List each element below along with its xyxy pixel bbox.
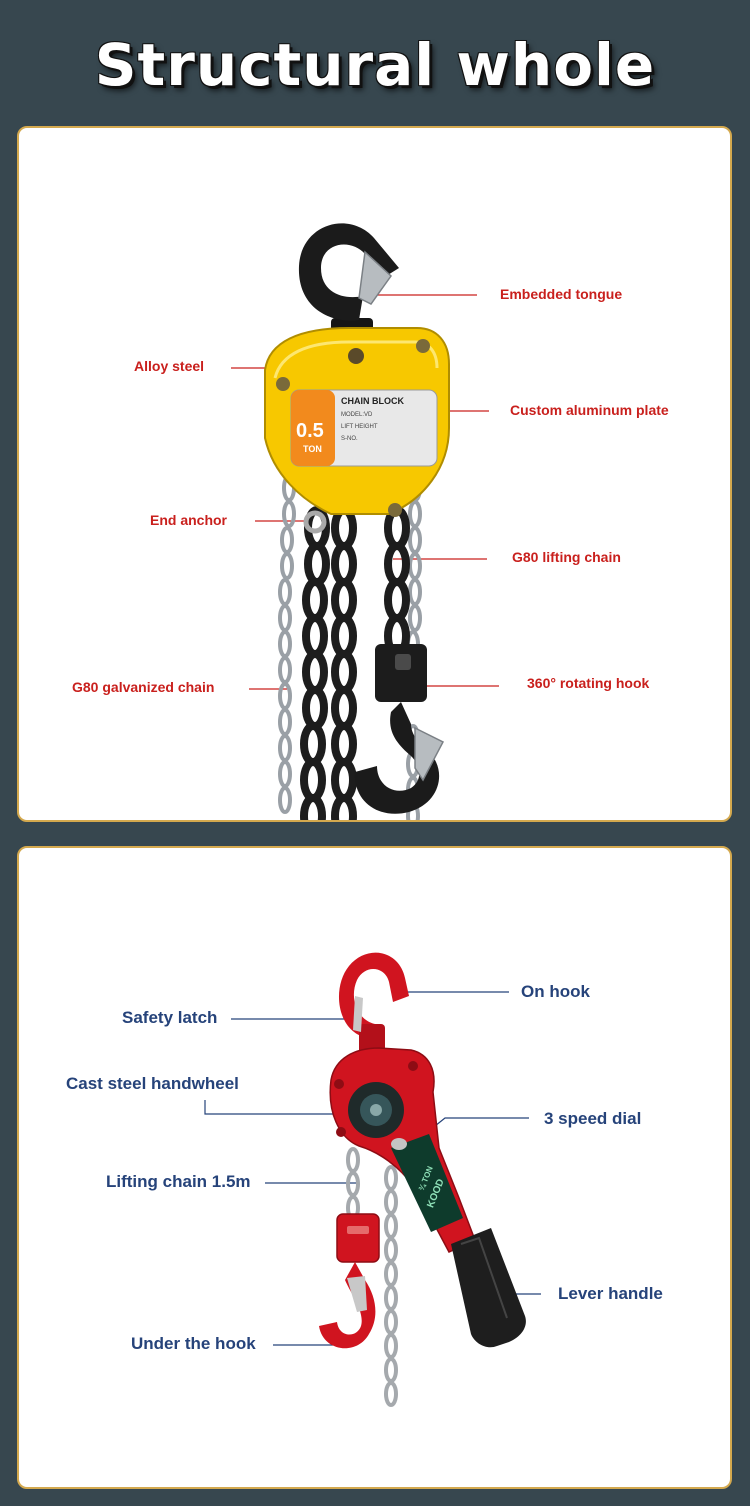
capacity-value: 0.5 xyxy=(296,420,324,442)
lever-hoist-panel xyxy=(17,846,732,1489)
label-embedded-tongue: Embedded tongue xyxy=(500,286,623,302)
label-speed-dial: 3 speed dial xyxy=(544,1109,642,1128)
label-cast-steel-handwheel: Cast steel handwheel xyxy=(66,1074,239,1093)
lever-hoist-illustration xyxy=(19,848,732,1489)
chain-block-panel xyxy=(17,126,732,822)
plate-model: MODEL:VD xyxy=(341,412,373,418)
label-lever-handle: Lever handle xyxy=(558,1284,663,1303)
top-red-hook xyxy=(339,953,409,1054)
hoist-capacity: ¾ TON xyxy=(416,1164,435,1193)
label-custom-aluminum-plate: Custom aluminum plate xyxy=(510,402,669,418)
label-end-anchor: End anchor xyxy=(150,512,228,528)
label-g80-lifting-chain: G80 lifting chain xyxy=(512,549,621,565)
label-under-the-hook: Under the hook xyxy=(131,1334,256,1353)
plate-serial: S-NO. xyxy=(341,436,358,442)
label-rotating-hook: 360° rotating hook xyxy=(527,675,650,691)
hoist-brand: KOOD xyxy=(425,1177,447,1210)
chain-block-body xyxy=(265,328,449,517)
plate-heading: CHAIN BLOCK xyxy=(341,396,404,406)
top-hook xyxy=(299,223,399,342)
label-g80-galvanized-chain: G80 galvanized chain xyxy=(72,679,215,695)
label-alloy-steel: Alloy steel xyxy=(134,358,205,374)
bottom-hook xyxy=(355,644,443,814)
label-safety-latch: Safety latch xyxy=(122,1008,218,1027)
capacity-unit: TON xyxy=(303,444,322,454)
label-on-hook: On hook xyxy=(521,982,590,1001)
galvanized-chain-left xyxy=(280,476,294,812)
lever-handle-shape xyxy=(451,1228,526,1347)
chain-block-illustration xyxy=(19,128,732,822)
label-lifting-chain: Lifting chain 1.5m xyxy=(106,1172,251,1191)
page-title: Structural whole xyxy=(94,31,656,99)
plate-lift-height: LIFT HEIGHT xyxy=(341,424,378,430)
bottom-red-hook xyxy=(319,1214,379,1348)
